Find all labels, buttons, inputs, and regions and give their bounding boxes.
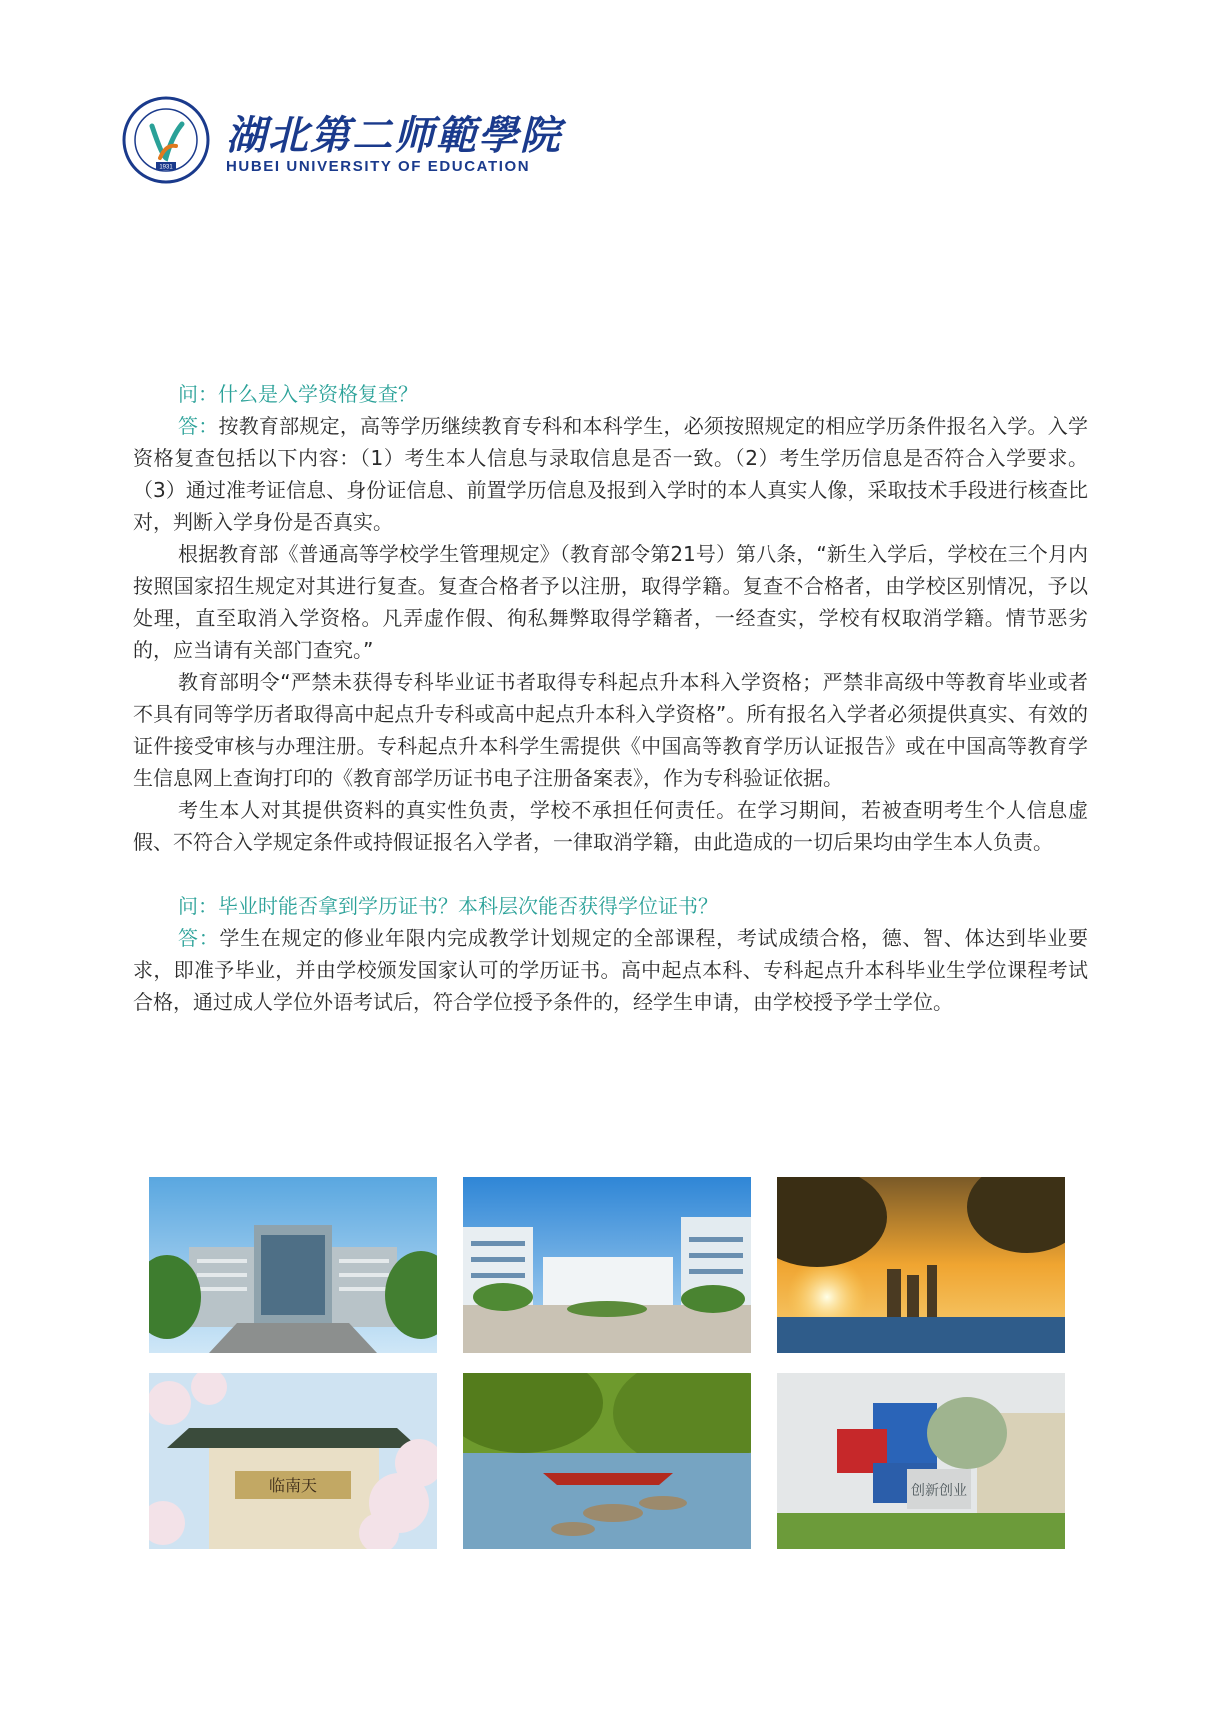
- photo-cherry-blossom-gate: [149, 1373, 437, 1549]
- faq-item-1: [133, 378, 1088, 858]
- gate-sign-text: 临南天: [268, 1476, 318, 1495]
- photo-campus-plaza: [463, 1177, 751, 1353]
- campus-photo-grid: [149, 1177, 1064, 1549]
- answer-text: 学生在规定的修业年限内完成教学计划规定的全部课程，考试成绩合格，德、智、体达到毕业要求，即准予毕业，并由学校颁发国家认可的学历证书。高中起点本科、专科起点升本科毕业生学位课程考试合格，通过成人学位外语考试后，符合学位授予条件的，经学生申请，由学校授予学士学位。: [133, 926, 1089, 1014]
- header: [122, 96, 562, 196]
- faq-answer: [133, 410, 1088, 538]
- answer-text: 按教育部规定，高等学历继续教育专科和本科学生，必须按照规定的相应学历条件报名入学。入学资格复查包括以下内容：（1）考生本人信息与录取信息是否一致。（2）考生学历信息是否符合入学要求。（3）通过准考证信息、身份证信息、前置学历信息及报到入学时的本人真实人像，采取技术手段进行核查比对，判断入学身份是否真实。: [133, 414, 1089, 534]
- answer-tag: 答：: [178, 414, 219, 438]
- svg-text:1931: 1931: [159, 164, 173, 171]
- answer-tag: 答：: [178, 926, 220, 950]
- faq-paragraph: 考生本人对其提供资料的真实性负责，学校不承担任何责任。在学习期间，若被查明考生个人信息虚假、不符合入学规定条件或持假证报名入学者，一律取消学籍，由此造成的一切后果均由学生本人负责。: [133, 798, 1088, 854]
- faq-paragraph: 根据教育部《普通高等学校学生管理规定》（教育部令第21号）第八条，“新生入学后，学校在三个月内按照国家招生规定对其进行复查。复查合格者予以注册，取得学籍。复查不合格者，由学校区别情况，予以处理，直至取消入学资格。凡弄虚作假、徇私舞弊取得学籍者，一经查实，学校有权取消学籍。情节恶劣的，应当请有关部门查究。”: [133, 542, 1088, 662]
- faq-question: 问：什么是入学资格复查？: [178, 382, 418, 406]
- faq-item-2: [133, 890, 1088, 1018]
- university-name-en: HUBEI UNIVERSITY OF EDUCATION: [226, 158, 531, 175]
- faq-paragraph: 教育部明令“严禁未获得专科毕业证书者取得专科起点升本科入学资格；严禁非高级中等教育毕业或者不具有同等学历者取得高中起点升专科或高中起点升本科入学资格”。所有报名入学者必须提供真实、有效的证件接受审核与办理注册。专科起点升本科学生需提供《中国高等教育学历认证报告》或在中国高等教育学生信息网上查询打印的《教育部学历证书电子注册备案表》，作为专科验证依据。: [133, 670, 1088, 790]
- university-seal-icon: [122, 96, 210, 184]
- photo-container-building: [777, 1373, 1065, 1549]
- container-sign-text: 创新创业: [911, 1483, 967, 1499]
- faq-question: 问：毕业时能否拿到学历证书？本科层次能否获得学位证书？: [178, 894, 718, 918]
- photo-sunset-sports-field: [777, 1177, 1065, 1353]
- photo-lake-boat: [463, 1373, 751, 1549]
- faq-answer: [133, 922, 1088, 1018]
- faq-content: [133, 378, 1088, 1050]
- photo-main-building: [149, 1177, 437, 1353]
- university-name-cn: 湖北第二师範學院: [226, 112, 562, 159]
